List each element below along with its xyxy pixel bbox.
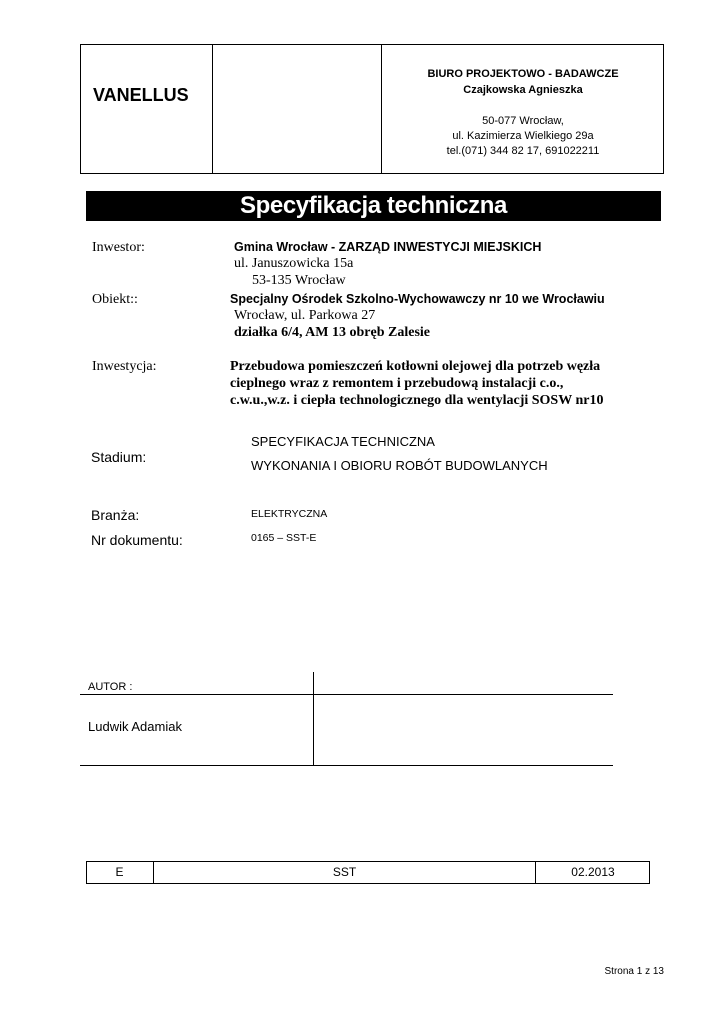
- footer-date: 02.2013: [571, 865, 615, 879]
- investment-label: Inwestycja:: [92, 359, 157, 374]
- address-street: ul. Kazimierza Wielkiego 29a: [452, 130, 594, 142]
- branch-label: Branża:: [91, 507, 140, 523]
- object-label: Obiekt::: [92, 292, 138, 307]
- office-owner: Czajkowska Agnieszka: [463, 84, 583, 96]
- investment-line: cieplnego wraz z remontem i przebudową instalacji c.o.,: [230, 376, 564, 391]
- address-postal: 50-077 Wrocław,: [482, 115, 564, 127]
- page-number: Strona 1 z 13: [604, 966, 664, 977]
- stage-line: SPECYFIKACJA TECHNICZNA: [251, 434, 435, 449]
- stage-label: Stadium:: [91, 449, 147, 465]
- footer-branch-code: E: [115, 865, 124, 879]
- investor-city: 53-135 Wrocław: [252, 273, 346, 288]
- author-label: AUTOR :: [88, 681, 133, 693]
- author-divider: [80, 765, 613, 766]
- document-number-label: Nr dokumentu:: [91, 532, 183, 548]
- object-street: Wrocław, ul. Parkowa 27: [234, 308, 376, 323]
- address-phone: tel.(071) 344 82 17, 691022211: [446, 145, 600, 157]
- stage-line: WYKONANIA I OBIORU ROBÓT BUDOWLANYCH: [251, 458, 548, 473]
- investor-name: Gmina Wrocław - ZARZĄD INWESTYCJI MIEJSKICH: [234, 240, 542, 254]
- object-plot: działka 6/4, AM 13 obręb Zalesie: [234, 325, 430, 340]
- branch-value: ELEKTRYCZNA: [251, 508, 328, 520]
- author-name: Ludwik Adamiak: [88, 719, 182, 734]
- author-divider: [80, 694, 613, 695]
- investment-line: c.w.u.,w.z. i ciepła technologicznego dla wentylacji SOSW nr10: [230, 393, 604, 408]
- object-name: Specjalny Ośrodek Szkolno-Wychowawczy nr 10 we Wrocławiu: [230, 292, 605, 306]
- author-divider: [313, 672, 314, 765]
- page-title: Specyfikacja techniczna: [240, 192, 507, 219]
- company-brand: VANELLUS: [93, 85, 189, 105]
- investor-street: ul. Januszowicka 15a: [234, 256, 354, 271]
- document-number-value: 0165 – SST-E: [251, 532, 317, 544]
- header-divider: [212, 44, 213, 174]
- investment-line: Przebudowa pomieszczeń kotłowni olejowej dla potrzeb węzła: [230, 359, 601, 374]
- investor-label: Inwestor:: [92, 240, 145, 255]
- office-name: BIURO PROJEKTOWO - BADAWCZE: [427, 68, 619, 80]
- footer-doc-type: SST: [332, 865, 357, 879]
